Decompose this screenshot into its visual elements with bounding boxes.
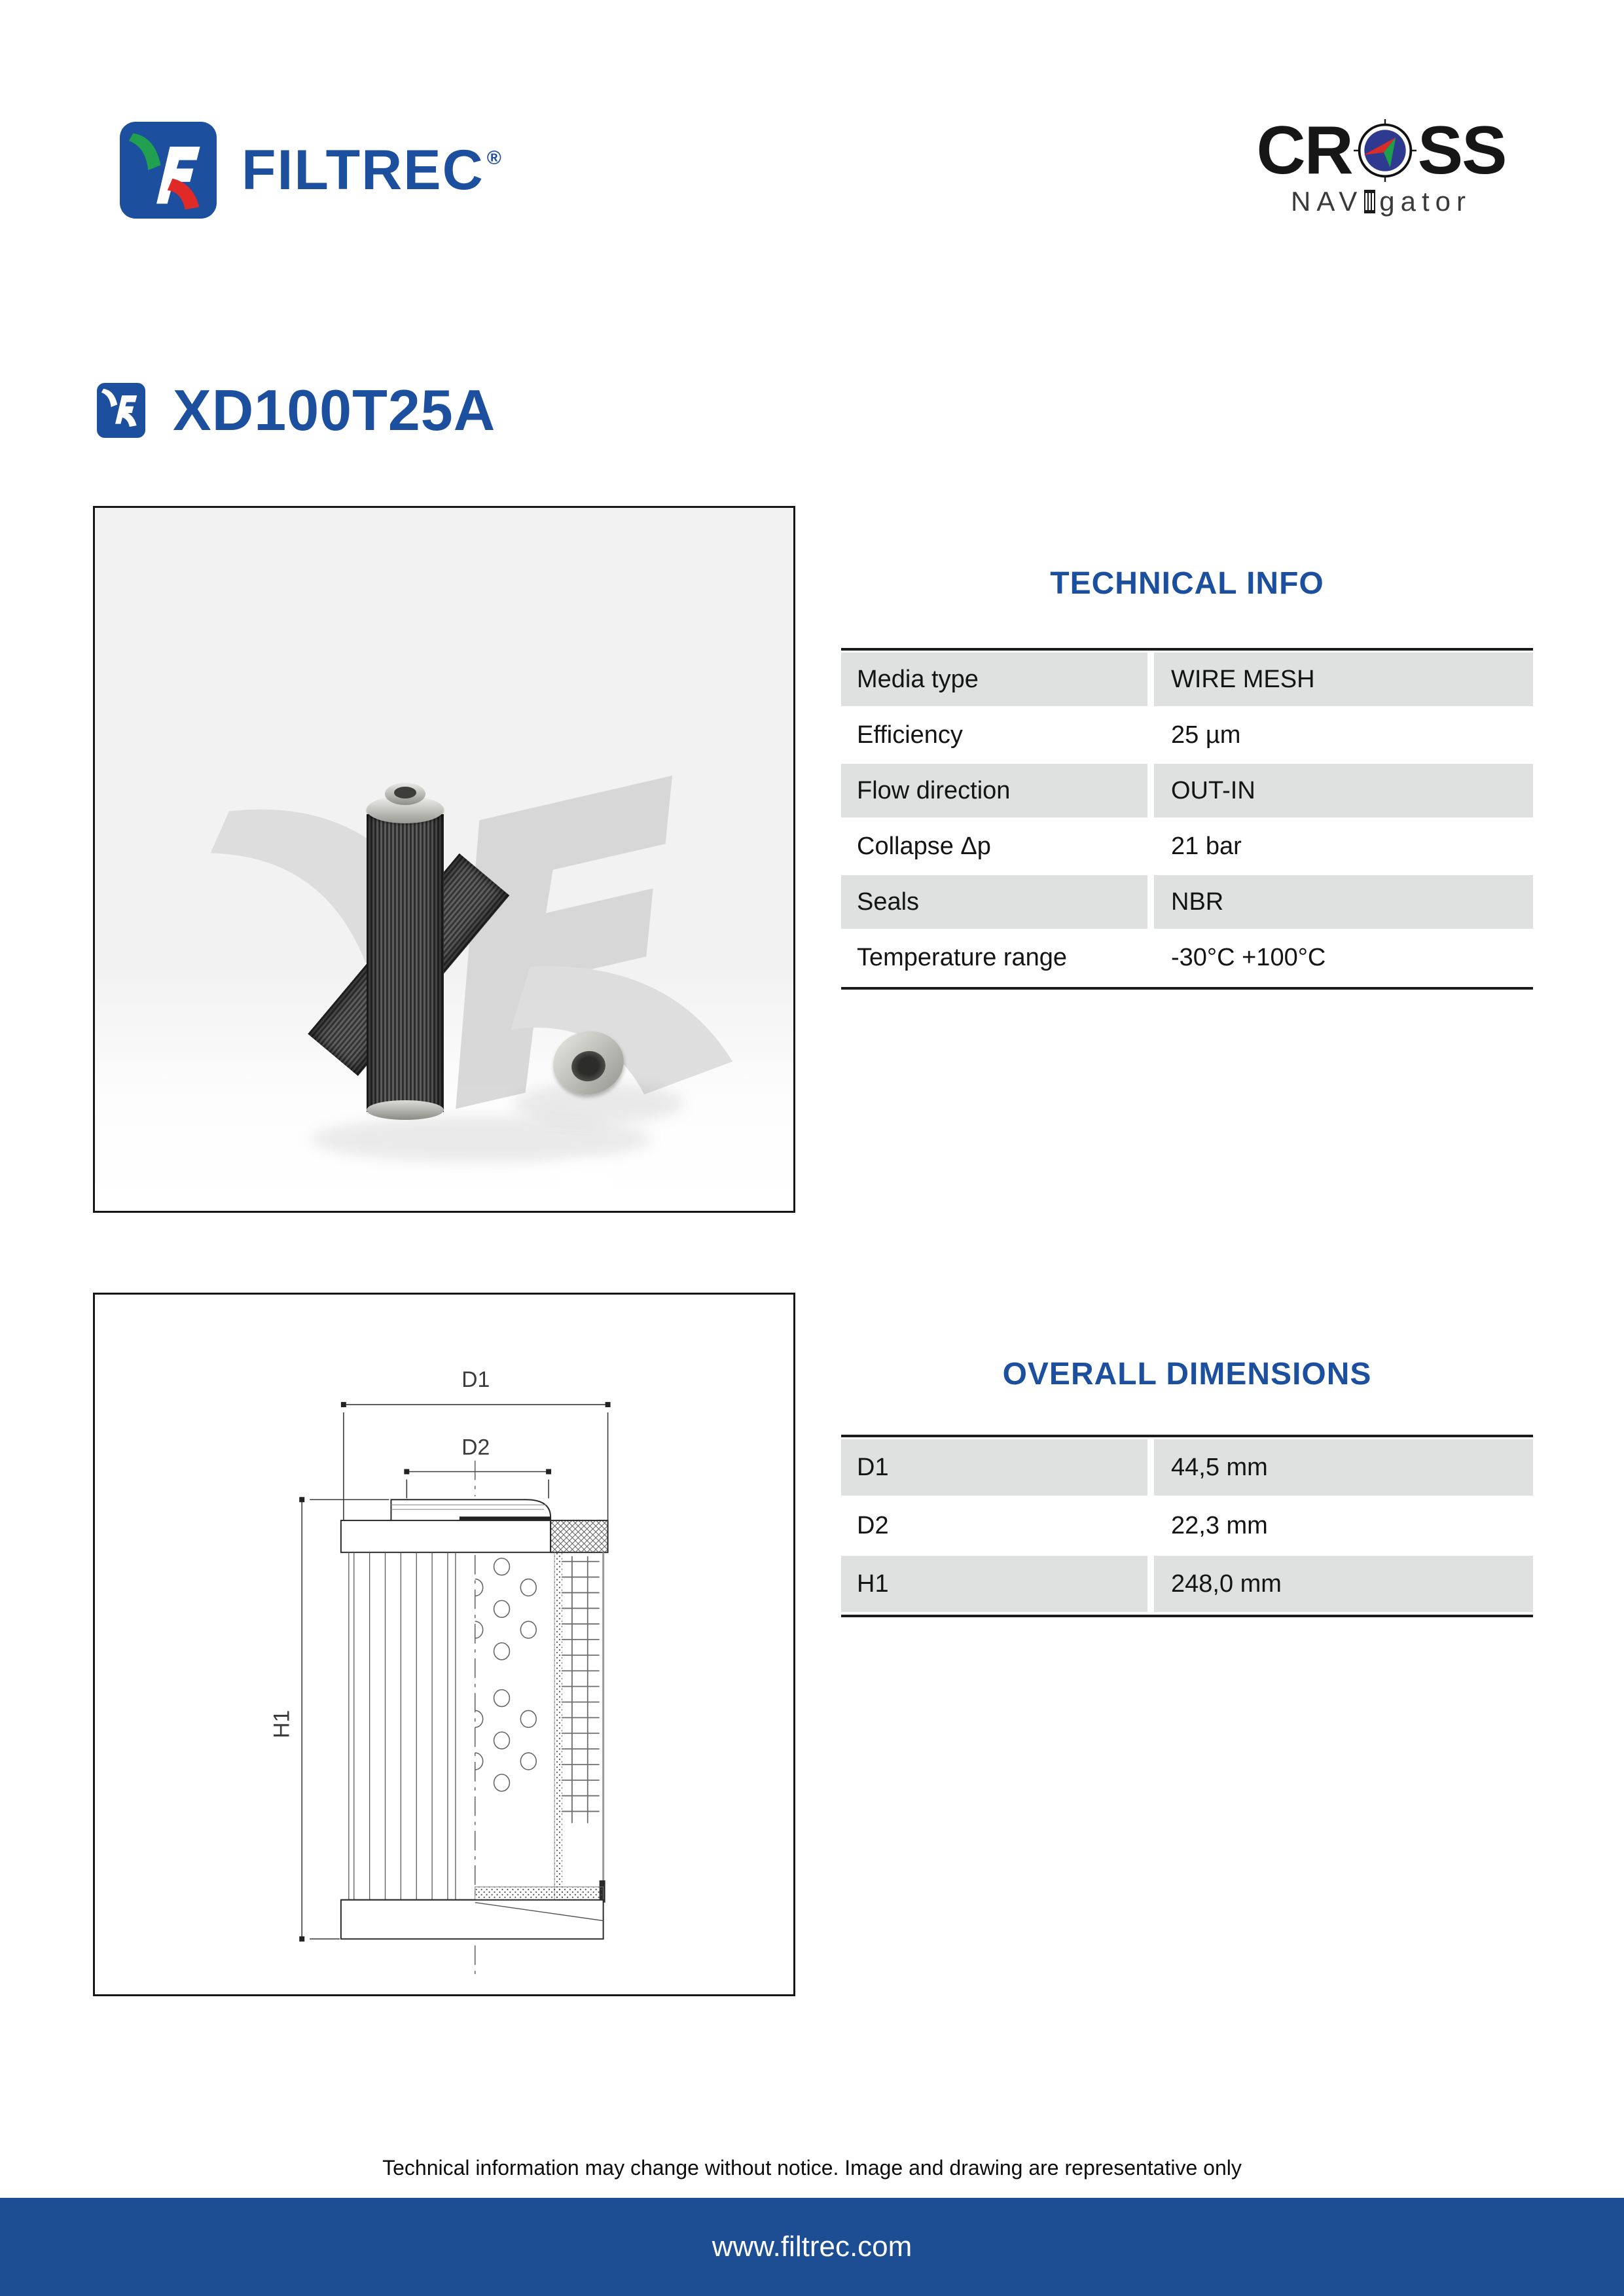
table-row xyxy=(841,764,1533,817)
cross-sub-left: NAV xyxy=(1291,186,1363,217)
column-gap xyxy=(1147,764,1154,817)
cross-navigator-line2 xyxy=(1240,186,1522,217)
spec-label: Seals xyxy=(841,875,1147,929)
top-end-cap xyxy=(341,1520,550,1552)
table-row xyxy=(841,653,1533,706)
core-perforations xyxy=(475,1690,536,1791)
table-row xyxy=(841,875,1533,929)
column-gap xyxy=(1147,819,1154,873)
filtrec-f-emblem-icon xyxy=(100,386,142,428)
dim-end xyxy=(546,1469,551,1475)
dim-end xyxy=(404,1469,409,1475)
overall-dimensions-title: OVERALL DIMENSIONS xyxy=(1002,1357,1372,1391)
top-collar xyxy=(391,1499,550,1520)
d2-label: D2 xyxy=(461,1435,490,1460)
column-gap xyxy=(1147,1498,1154,1554)
filter-drawing xyxy=(95,1295,793,1994)
technical-info-title: TECHNICAL INFO xyxy=(1050,566,1324,601)
table-border-bottom xyxy=(841,987,1533,990)
table-row xyxy=(841,1439,1533,1496)
thread-block xyxy=(550,1520,608,1552)
overall-dimensions-table xyxy=(841,1435,1533,1617)
table-row xyxy=(841,708,1533,762)
table-border-top xyxy=(841,1435,1533,1437)
cross-navigator-logo xyxy=(1240,113,1522,217)
dimension-value: 22,3 mm xyxy=(1154,1498,1533,1554)
spec-value: 25 µm xyxy=(1154,708,1533,762)
filtrec-wordmark xyxy=(217,138,501,203)
product-header xyxy=(97,377,496,444)
compass-icon xyxy=(1354,119,1416,182)
cross-word-right: SS xyxy=(1417,113,1506,188)
table-border-top xyxy=(841,648,1533,651)
disclaimer-text: Technical information may change without notice. Image and drawing are representative only xyxy=(382,2156,1242,2179)
table-row xyxy=(841,819,1533,873)
column-gap xyxy=(1147,1556,1154,1612)
filtrec-wordmark-text: FILTREC xyxy=(242,138,484,202)
column-gap xyxy=(1147,1439,1154,1496)
spec-value: WIRE MESH xyxy=(1154,653,1533,706)
cross-sub-right: gator xyxy=(1379,186,1471,217)
spec-value: -30°C +100°C xyxy=(1154,931,1533,984)
dimension-value: 44,5 mm xyxy=(1154,1439,1533,1496)
column-gap xyxy=(1147,931,1154,984)
filter-bottom-ring xyxy=(367,1100,444,1120)
column-gap xyxy=(1147,875,1154,929)
filtrec-emblem-icon xyxy=(120,122,217,219)
dimension-value: 248,0 mm xyxy=(1154,1556,1533,1612)
spec-label: Media type xyxy=(841,653,1147,706)
h1-label: H1 xyxy=(269,1710,295,1738)
spec-value: NBR xyxy=(1154,875,1533,929)
cross-navigator-line1 xyxy=(1240,113,1522,188)
spec-value: OUT-IN xyxy=(1154,764,1533,817)
h1-dimension xyxy=(302,1499,389,1939)
wire-mesh-column xyxy=(554,1552,562,1900)
support-tube xyxy=(562,1556,600,1823)
spec-value: 21 bar xyxy=(1154,819,1533,873)
dim-end xyxy=(299,1497,304,1502)
core-perforations xyxy=(475,1558,536,1660)
bottom-end-cap xyxy=(341,1900,604,1939)
photo-reflection xyxy=(514,1153,658,1211)
filtrec-f-emblem-icon xyxy=(126,128,210,212)
technical-info-table xyxy=(841,648,1533,990)
table-row xyxy=(841,1498,1533,1554)
dimension-label: D2 xyxy=(841,1498,1147,1554)
registered-mark: ® xyxy=(486,147,501,169)
footer-bar xyxy=(0,2198,1624,2296)
pleats xyxy=(349,1552,456,1900)
column-icon xyxy=(1364,190,1375,213)
spec-label: Flow direction xyxy=(841,764,1147,817)
dim-end xyxy=(605,1402,611,1407)
d1-label: D1 xyxy=(461,1367,490,1393)
filtrec-logo xyxy=(120,122,501,219)
filter-element-vertical xyxy=(367,814,444,1112)
spec-label: Temperature range xyxy=(841,931,1147,984)
filter-top-hole xyxy=(394,787,416,798)
technical-drawing xyxy=(93,1293,795,1996)
dimension-label: H1 xyxy=(841,1556,1147,1612)
spec-label: Collapse Δp xyxy=(841,819,1147,873)
dim-end xyxy=(299,1936,304,1941)
column-gap xyxy=(1147,653,1154,706)
product-photo xyxy=(93,506,795,1213)
table-row xyxy=(841,1556,1533,1612)
filtrec-mini-emblem-icon xyxy=(97,383,145,438)
spec-label: Efficiency xyxy=(841,708,1147,762)
page-title: XD100T25A xyxy=(173,378,496,442)
dimension-label: D1 xyxy=(841,1439,1147,1496)
website-link[interactable]: www.filtrec.com xyxy=(712,2231,912,2263)
table-border-bottom xyxy=(841,1615,1533,1617)
dim-end xyxy=(341,1402,346,1407)
cross-word-left: CR xyxy=(1256,113,1352,188)
d2-dimension xyxy=(406,1471,549,1498)
table-row xyxy=(841,931,1533,984)
column-gap xyxy=(1147,708,1154,762)
